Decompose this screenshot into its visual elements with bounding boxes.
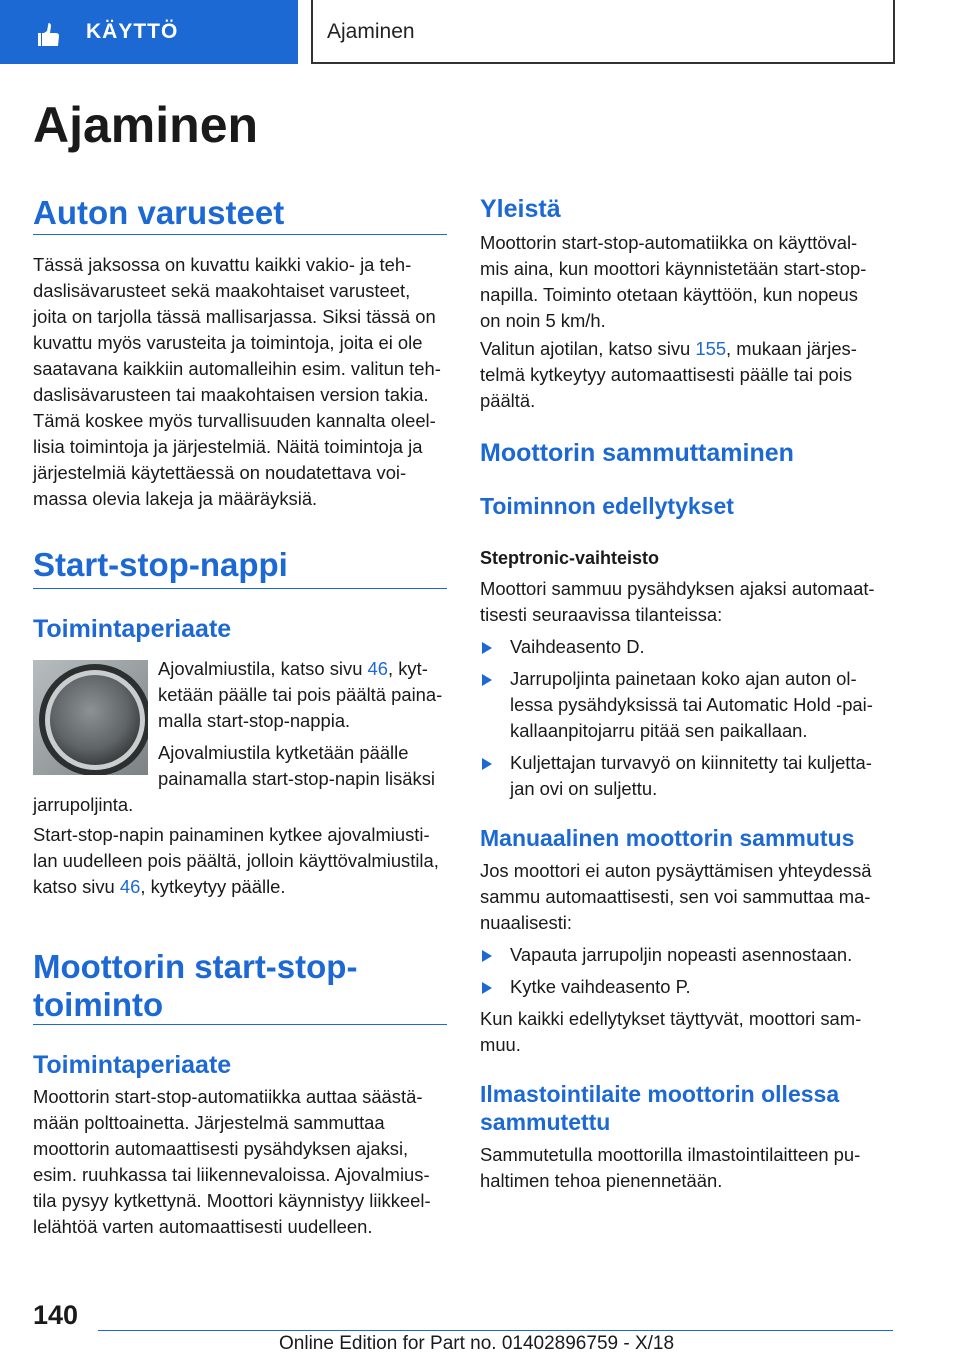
heading-toiminnon-edellytykset: Toiminnon edellytykset [480,493,734,519]
section-tab-label: KÄYTTÖ [86,20,179,43]
heading-steptronic: Steptronic-vaihteisto [480,548,660,568]
bullet-triangle-icon [482,982,492,994]
paragraph-start-stop-napin: Start-stop-napin painaminen kytkee ajovalmiusti‐ lan uudelleen pois päältä, jolloin käyttövalmiustila, katso sivu 46, kytkeytyy päälle. [33,824,439,897]
heading-ilmastointilaite: Ilmastointilaite moottorin ollessa sammutettu [480,1081,840,1135]
paragraph-valitun-ajotilan: Valitun ajotilan, katso sivu 155, mukaan järjes‐ telmä kytkeytyy automaattisesti päälle tai pois päältä. [480,338,857,411]
heading-moottorin-sammuttaminen: Moottorin sammuttaminen [480,439,794,467]
bullet-triangle-icon [482,950,492,962]
heading-rule [33,1024,447,1025]
hand-pointer-icon [38,22,62,48]
heading-auton-varusteet: Auton varusteet [33,194,285,231]
heading-rule [33,588,447,589]
paragraph-auton-varusteet: Tässä jaksossa on kuvattu kaikki vakio- ja teh‐ daslisävarusteet sekä maakohtaiset varusteet, joita on tarjolla tässä mallisarjassa. Siksi tässä on kuvattu myös varusteita ja toimintoja, joita ei ole saatavana kaikkiin automalleihin esim. valitun teh‐ daslisävarusteen tai maakohtaisen version takia. Tämä koskee myös turvallisuuden kannalta oleel‐ lisia toimintoja ja järjestelmiä. Näitä toimintoja ja järjestelmiä käytettäessä on noudatettava voi‐ massa olevia lakeja ja määräyksiä. [33,254,441,509]
paragraph-steptronic: Moottori sammuu pysähdyksen ajaksi automaat‐ tisesti seuraavissa tilanteissa: [480,578,875,625]
paragraph-jarrupoljinta: jarrupoljinta. [33,794,134,815]
paragraph-kun-kaikki: Kun kaikki edellytykset täyttyvät, moottori sam‐ muu. [480,1008,862,1055]
subheading-toimintaperiaate: Toimintaperiaate [33,615,232,643]
bullet-triangle-icon [482,674,492,686]
bullet-triangle-icon [482,642,492,654]
start-engine-stop-icon [33,660,148,775]
start-stop-button-image [33,660,148,775]
footer-rule [98,1330,893,1331]
heading-start-stop-nappi: Start-stop-nappi [33,546,288,583]
heading-yleista: Yleistä [480,195,561,223]
paragraph-moottorin-start-stop: Moottorin start-stop-automatiikka auttaa säästä‐ mään polttoainetta. Järjestelmä sammuttaa moottorin automaattisesti pysähdyksen ajaksi, esim. ruuhkassa tai liikennevaloissa. Ajovalmius‐ tila pysyy kytkettynä. Moottori käynnistyy liikkeel‐ lelähtöä varten automaattisesti uudelleen. [33,1086,431,1237]
bullet-triangle-icon [482,758,492,770]
footer-edition: Online Edition for Part no. 01402896759 - X/18 [279,1333,675,1354]
paragraph-ajovalmiustila-2: Ajovalmiustila kytketään päälle painamalla start-stop-napin lisäksi [158,742,436,789]
subheading-toimintaperiaate: Toimintaperiaate [33,1051,232,1079]
section-tab[interactable] [0,0,298,64]
heading-moottorin-start-stop: Moottorin start-stop- toiminto [33,948,358,1023]
page-link-155[interactable]: 155 [695,338,727,359]
paragraph-manuaalinen: Jos moottori ei auton pysäyttämisen yhteydessä sammu automaattisesti, sen voi sammuttaa ma‐ nuaalisesti: [480,860,872,933]
page-link-46[interactable]: 46 [367,658,388,679]
paragraph-ajovalmiustila-1: Ajovalmiustila, katso sivu 46, kyt‐ ketään päälle tai pois päältä paina‐ malla start-stop-nappia. [158,658,443,731]
heading-rule [33,234,447,235]
paragraph-yleista: Moottorin start-stop-automatiikka on käyttöval‐ mis aina, kun moottori käynnistetään start-stop- napilla. Toiminto otetaan käyttöön, kun nopeus on noin 5 km/h. [480,232,867,331]
heading-manuaalinen-sammutus: Manuaalinen moottorin sammutus [480,825,855,851]
page-title: Ajaminen [33,97,259,153]
paragraph-ilmastointilaite: Sammutetulla moottorilla ilmastointilaitteen pu‐ haltimen tehoa pienennetään. [480,1144,861,1191]
chapter-header-label: Ajaminen [327,20,415,43]
page-number: 140 [33,1300,79,1330]
chapter-header [311,0,895,64]
page-link-46[interactable]: 46 [119,876,141,897]
